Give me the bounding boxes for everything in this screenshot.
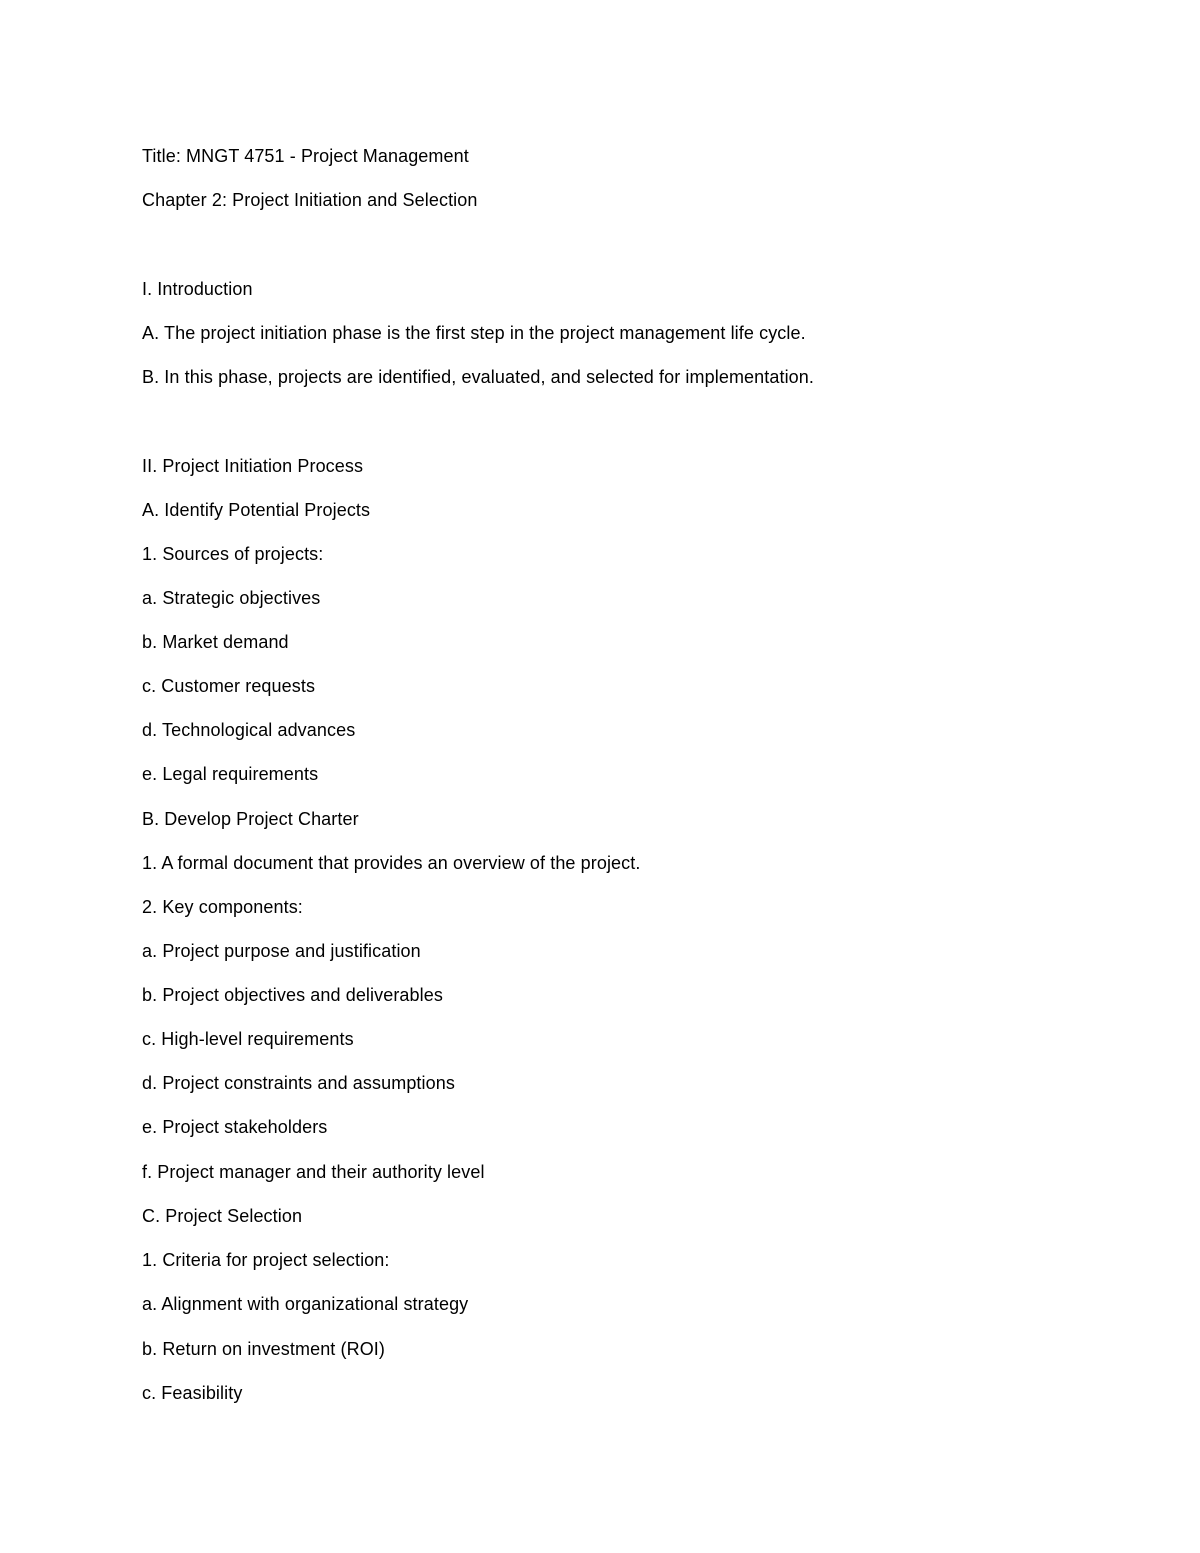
list-item: b. Project objectives and deliverables xyxy=(142,985,443,1005)
list-item: b. Return on investment (ROI) xyxy=(142,1339,385,1359)
subsection-heading-project-charter: B. Develop Project Charter xyxy=(142,809,359,829)
intro-point-a: A. The project initiation phase is the first step in the project management life cycle. xyxy=(142,323,806,343)
section-heading-introduction: I. Introduction xyxy=(142,279,253,299)
criteria-heading: 1. Criteria for project selection: xyxy=(142,1250,390,1270)
list-item: e. Project stakeholders xyxy=(142,1117,328,1137)
list-item: d. Project constraints and assumptions xyxy=(142,1073,455,1093)
document-title: Title: MNGT 4751 - Project Management xyxy=(142,146,469,166)
list-item: b. Market demand xyxy=(142,632,289,652)
list-item: c. Customer requests xyxy=(142,676,316,696)
list-item: d. Technological advances xyxy=(142,720,356,740)
subsection-heading-project-selection: C. Project Selection xyxy=(142,1206,303,1226)
list-item: a. Strategic objectives xyxy=(142,588,321,608)
list-item: e. Legal requirements xyxy=(142,764,319,784)
list-item: a. Project purpose and justification xyxy=(142,941,421,961)
subsection-heading-identify-projects: A. Identify Potential Projects xyxy=(142,500,371,520)
intro-point-b: B. In this phase, projects are identified, evaluated, and selected for implementation. xyxy=(142,367,814,387)
components-heading: 2. Key components: xyxy=(142,897,303,917)
charter-definition: 1. A formal document that provides an overview of the project. xyxy=(142,853,641,873)
sources-heading: 1. Sources of projects: xyxy=(142,544,324,564)
list-item: a. Alignment with organizational strategy xyxy=(142,1294,469,1314)
list-item: c. High-level requirements xyxy=(142,1029,354,1049)
list-item: c. Feasibility xyxy=(142,1383,243,1403)
section-heading-initiation-process: II. Project Initiation Process xyxy=(142,456,364,476)
list-item: f. Project manager and their authority level xyxy=(142,1162,485,1182)
chapter-heading: Chapter 2: Project Initiation and Selection xyxy=(142,190,478,210)
